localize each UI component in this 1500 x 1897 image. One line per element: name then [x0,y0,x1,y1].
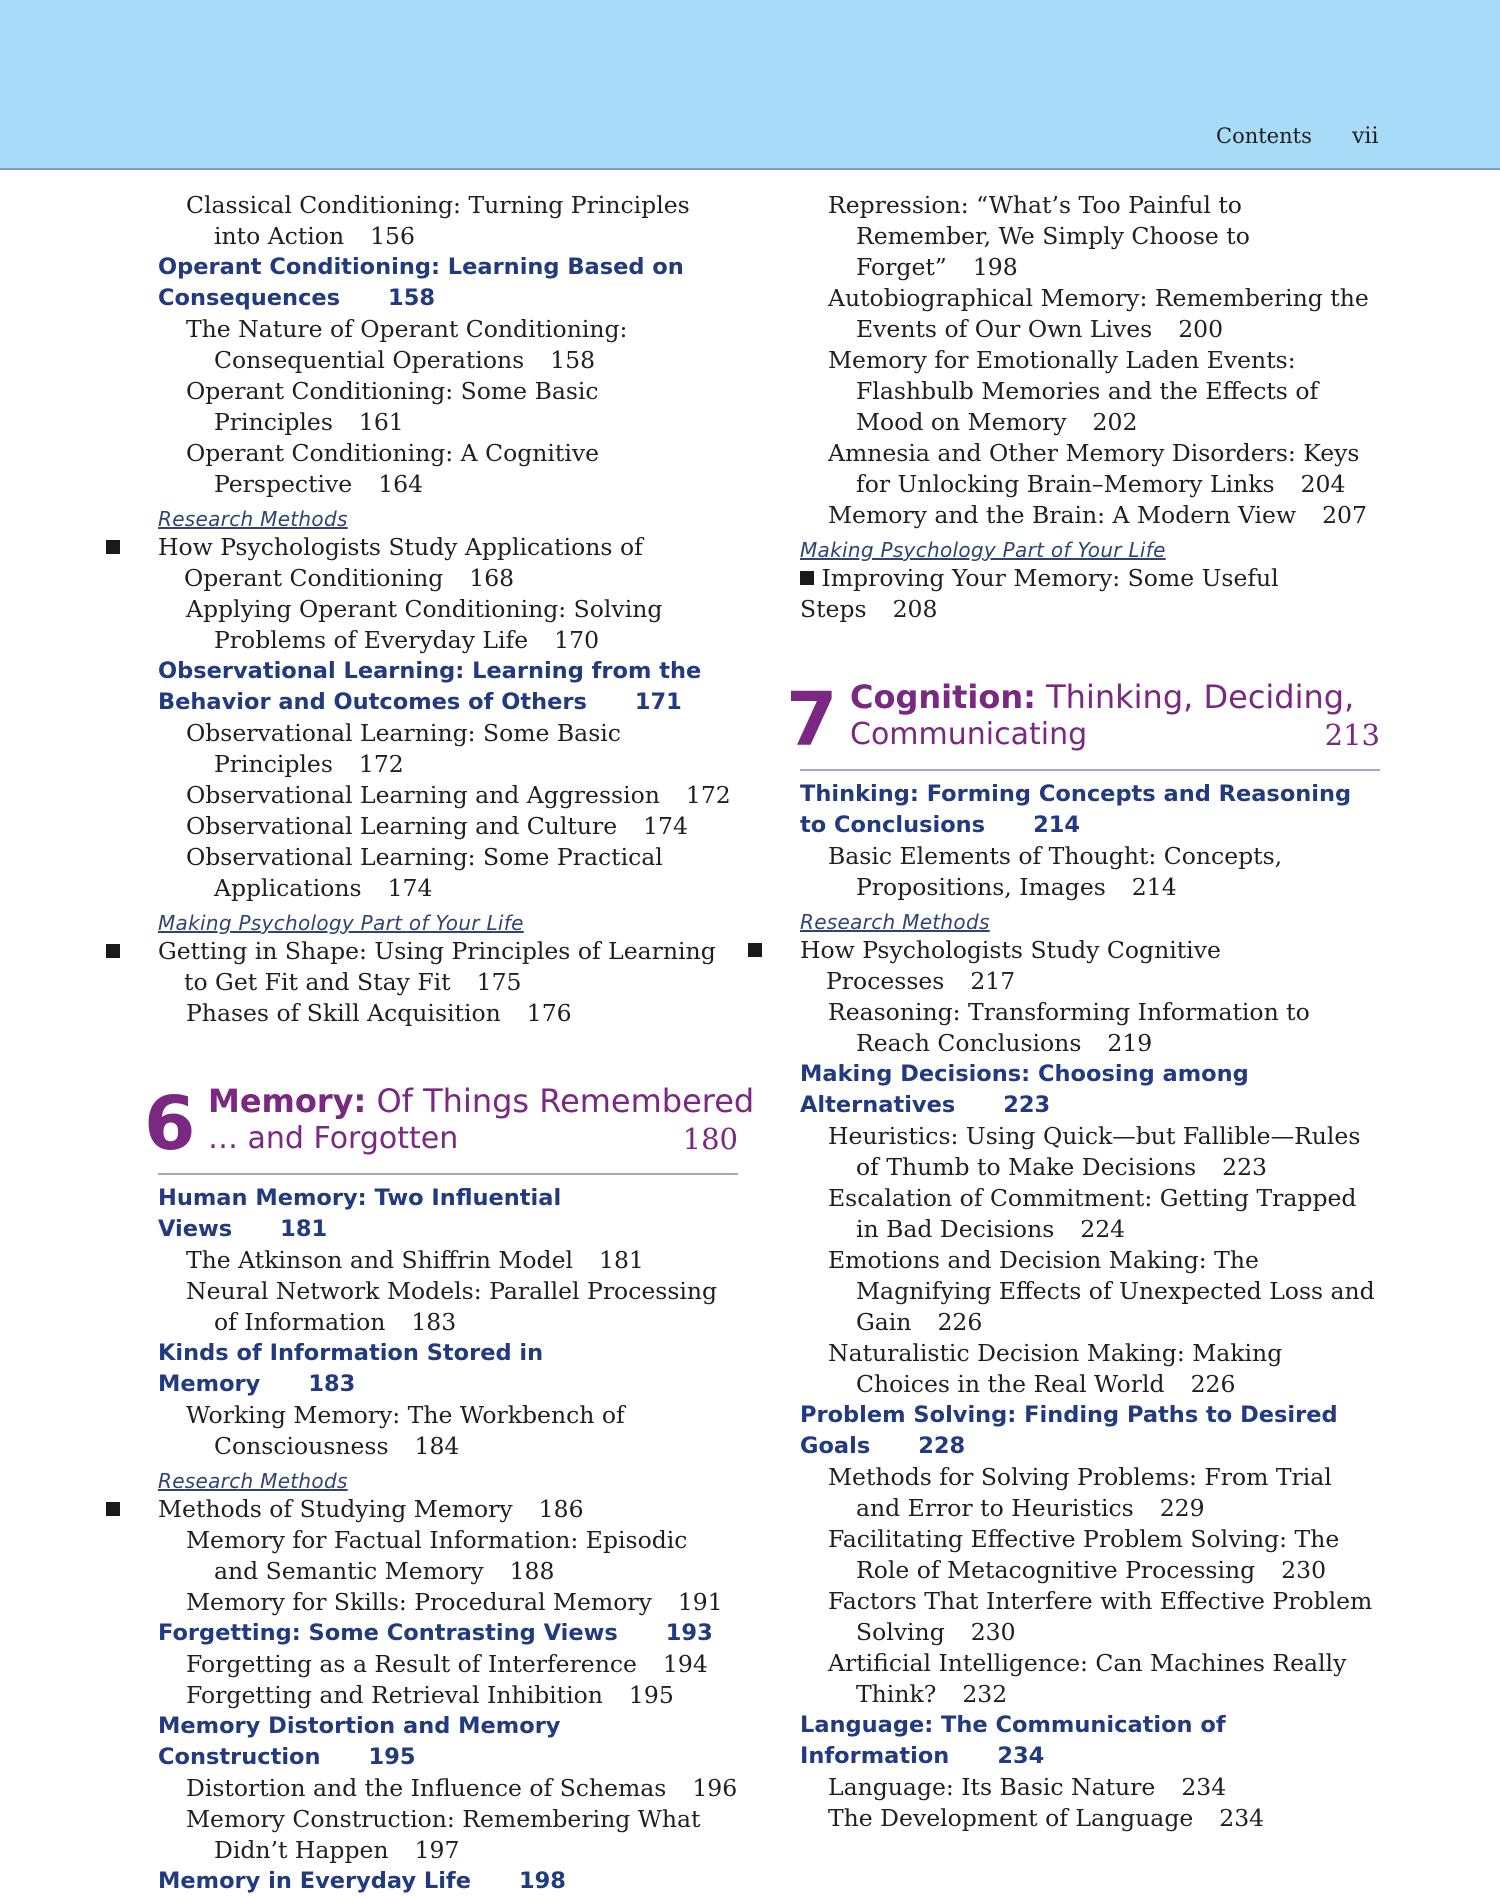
toc-entry[interactable]: Memory for Emotionally Laden Events: Flashbulb Memories and the Effects of Mood on Memory 202 [828,346,1319,436]
toc-entry[interactable]: Distortion and the Influence of Schemas 196 [186,1774,738,1802]
toc-entry[interactable]: The Atkinson and Shiffrin Model 181 [186,1246,644,1274]
toc-section-heading[interactable]: Making Decisions: Choosing among Alternatives 223 [800,1061,1249,1118]
header-band [0,0,1500,170]
toc-entry-bulleted[interactable]: Methods of Studying Memory 186 [158,1494,738,1525]
toc-entry[interactable]: Observational Learning: Some Practical Applications 174 [186,843,663,902]
chapter-title-line2: Communicating [850,717,1088,752]
toc-section-heading[interactable]: Operant Conditioning: Learning Based on Consequences 158 [158,254,684,311]
toc-entry[interactable]: Naturalistic Decision Making: Making Choices in the Real World 226 [828,1339,1283,1398]
toc-entry[interactable]: Neural Network Models: Parallel Processing of Information 183 [186,1277,718,1336]
toc-entry[interactable]: Emotions and Decision Making: The Magnifying Effects of Unexpected Loss and Gain 226 [828,1246,1375,1336]
toc-entry[interactable]: Observational Learning and Aggression 172 [186,781,731,809]
toc-entry[interactable]: Memory for Skills: Procedural Memory 191 [186,1588,723,1616]
toc-entry[interactable]: Memory for Factual Information: Episodic and Semantic Memory 188 [186,1526,688,1585]
chapter-page: 180 [682,1122,738,1156]
chapter-6-heading[interactable] [144,1081,755,1175]
toc-entry[interactable]: Amnesia and Other Memory Disorders: Keys for Unlocking Brain–Memory Links 204 [828,439,1360,498]
toc-entry[interactable]: Forgetting and Retrieval Inhibition 195 [186,1681,674,1709]
square-bullet-icon [106,540,120,554]
toc-entry[interactable]: Observational Learning: Some Basic Principles 172 [186,719,621,778]
chapter-number: 7 [786,677,838,763]
toc-section-heading[interactable]: Memory Distortion and Memory Construction 195 [158,1713,561,1770]
toc-entry[interactable]: Observational Learning and Culture 174 [186,812,688,840]
chapter-page: 213 [1324,718,1380,752]
chapter-title: Thinking, Deciding, [1046,678,1355,716]
toc-entry[interactable]: Working Memory: The Workbench of Consciousness 184 [186,1401,625,1460]
toc-entry[interactable]: Memory and the Brain: A Modern View 207 [828,501,1367,529]
toc-entry[interactable]: Operant Conditioning: Some Basic Principles 161 [186,377,599,436]
chapter-number: 6 [144,1081,196,1167]
toc-entry-bulleted[interactable]: How Psychologists Study Applications of Operant Conditioning 168 [158,532,738,594]
toc-entry[interactable]: Factors That Interfere with Effective Problem Solving 230 [828,1587,1373,1646]
toc-entry[interactable]: Autobiographical Memory: Remembering the Events of Our Own Lives 200 [828,284,1369,343]
toc-entry[interactable]: Basic Elements of Thought: Concepts, Propositions, Images 214 [828,842,1283,901]
feature-label-making-psychology: Making Psychology Part of Your Life [800,538,1166,562]
running-title: Contents [1216,124,1312,148]
square-bullet-icon [748,943,762,957]
toc-section-heading[interactable]: Observational Learning: Learning from the Behavior and Outcomes of Others 171 [158,658,702,715]
toc-left-column [144,190,755,1897]
toc-entry[interactable]: Memory Construction: Remembering What Didn’t Happen 197 [186,1805,701,1864]
toc-entry[interactable]: Repression: “What’s Too Painful to Remember, We Simply Choose to Forget” 198 [828,191,1250,281]
chapter-title-line2: … and Forgotten [208,1121,459,1156]
toc-section-heading[interactable]: Problem Solving: Finding Paths to Desired Goals 228 [800,1402,1338,1459]
chapter-title: Of Things Remembered [376,1082,755,1120]
toc-entry-bulleted[interactable]: Getting in Shape: Using Principles of Learning to Get Fit and Stay Fit 175 [158,936,738,998]
toc-section-heading[interactable]: Human Memory: Two Influential Views 181 [158,1185,562,1242]
chapter-title-bold: Cognition: [850,678,1036,716]
toc-entry-bulleted[interactable]: How Psychologists Study Cognitive Processes 217 [800,935,1380,997]
toc-section-heading[interactable]: Memory in Everyday Life 198 [158,1868,566,1894]
page-number: vii [1352,124,1379,149]
toc-entry[interactable]: Methods for Solving Problems: From Trial and Error to Heuristics 229 [828,1463,1332,1522]
chapter-7-heading[interactable] [786,677,1380,771]
toc-entry[interactable]: The Development of Language 234 [828,1804,1265,1832]
toc-entry[interactable]: Escalation of Commitment: Getting Trapped in Bad Decisions 224 [828,1184,1357,1243]
chapter-title-bold: Memory: [208,1082,367,1120]
square-bullet-icon [106,944,120,958]
toc-entry[interactable]: Classical Conditioning: Turning Principles into Action 156 [186,191,690,250]
feature-label-research-methods: Research Methods [158,1469,348,1493]
toc-section-heading[interactable]: Language: The Communication of Information 234 [800,1712,1226,1769]
toc-entry[interactable]: Applying Operant Conditioning: Solving Problems of Everyday Life 170 [186,595,663,654]
toc-entry[interactable]: Phases of Skill Acquisition 176 [186,999,572,1027]
toc-entry[interactable]: Artificial Intelligence: Can Machines Really Think? 232 [828,1649,1347,1708]
square-bullet-icon [106,1502,120,1516]
toc-entry[interactable]: The Nature of Operant Conditioning: Consequential Operations 158 [186,315,628,374]
toc-section-heading[interactable]: Thinking: Forming Concepts and Reasoning to Conclusions 214 [800,781,1352,838]
feature-label-research-methods: Research Methods [800,910,990,934]
square-bullet-icon [800,571,814,585]
toc-entry[interactable]: Reasoning: Transforming Information to Reach Conclusions 219 [828,998,1310,1057]
toc-entry[interactable]: Operant Conditioning: A Cognitive Perspective 164 [186,439,600,498]
feature-label-making-psychology: Making Psychology Part of Your Life [158,911,524,935]
toc-section-heading[interactable]: Forgetting: Some Contrasting Views 193 [158,1620,713,1646]
toc-entry[interactable]: Language: Its Basic Nature 234 [828,1773,1227,1801]
toc-right-column [786,190,1380,1834]
toc-entry[interactable]: Facilitating Effective Problem Solving: The Role of Metacognitive Processing 230 [828,1525,1340,1584]
feature-label-research-methods: Research Methods [158,507,348,531]
toc-entry-bulleted[interactable]: Improving Your Memory: Some Useful Steps 208 [800,564,1279,623]
toc-section-heading[interactable]: Kinds of Information Stored in Memory 183 [158,1340,544,1397]
toc-entry[interactable]: Forgetting as a Result of Interference 194 [186,1650,708,1678]
toc-entry[interactable]: Heuristics: Using Quick—but Fallible—Rules of Thumb to Make Decisions 223 [828,1122,1361,1181]
